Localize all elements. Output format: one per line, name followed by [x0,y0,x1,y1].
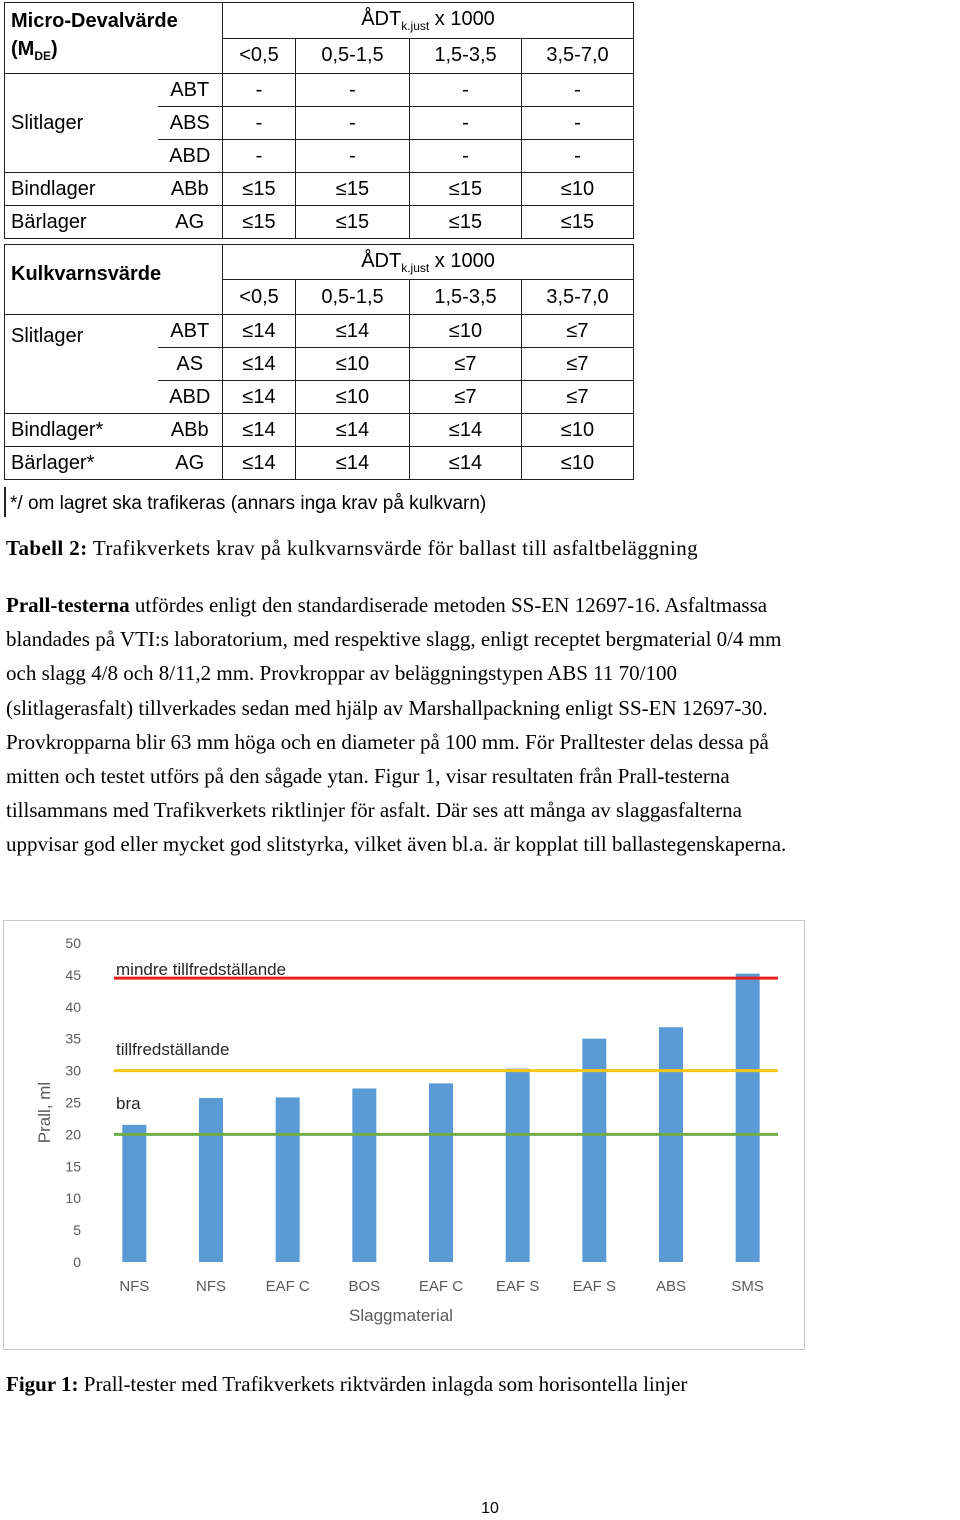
table2-col-header: 3,5-7,0 [522,280,634,315]
table1-cell: ≤10 [522,173,634,206]
chart-bar [506,1069,530,1262]
figure-caption-label: Figur 1: [6,1372,79,1396]
paragraph-line: (slitlagerasfalt) tillverkades sedan med hjälp av Marshallpackning enligt SS-EN 12697-30. [6,695,768,720]
kulkvarn-table [4,244,634,480]
table2-cell: ≤10 [522,447,634,480]
table2-cell: ≤14 [223,315,296,348]
paragraph-line: och slagg 4/8 och 8/11,2 mm. Provkroppar av beläggningstypen ABS 11 70/100 [6,661,677,686]
chart-bar [352,1088,376,1262]
y-tick-label: 45 [65,966,81,983]
table2-type: AS [158,348,223,381]
table2-cell: ≤7 [522,381,634,414]
table2-layer: Bärlager* [5,447,158,480]
table2-col-header: 1,5-3,5 [410,280,522,315]
table1-cell: - [223,74,296,107]
table2-cell: ≤7 [410,381,522,414]
chart-bar [199,1098,223,1262]
table2-cell: ≤7 [522,348,634,381]
table2-cell: ≤10 [296,348,410,381]
table2-cell: ≤10 [410,315,522,348]
table2-type: ABT [158,315,223,348]
table1-col-header: <0,5 [223,38,296,74]
table1-cell: - [296,140,410,173]
table2-layer: Slitlager [5,315,158,414]
table2-type: AG [158,447,223,480]
y-tick-label: 20 [65,1126,81,1143]
table1-cell: ≤15 [522,206,634,239]
paragraph-line: blandades på VTI:s laboratorium, med respektive slagg, enligt receptet bergmaterial 0/4 mm [6,627,782,652]
table1-layer: Bärlager [5,206,158,239]
y-tick-label: 10 [65,1190,81,1207]
table1-col-header: 3,5-7,0 [522,38,634,74]
table2-cell: ≤14 [223,447,296,480]
table2-cell: ≤14 [223,348,296,381]
x-tick-label: NFS [196,1278,226,1295]
table-caption-label: Tabell 2: [6,536,88,560]
y-tick-label: 30 [65,1062,81,1079]
table2-cell: ≤7 [522,315,634,348]
y-tick-label: 40 [65,998,81,1015]
chart-bar [122,1125,146,1262]
x-tick-label: NFS [119,1278,150,1295]
table1-layer: Slitlager [5,74,158,173]
chart-bar [736,974,760,1262]
table1-col-header: 0,5-1,5 [296,38,410,74]
table1-cell: ≤15 [410,173,522,206]
x-tick-label: EAF C [265,1278,310,1295]
paragraph-lead: Prall-testerna [6,593,130,617]
table1-cell: - [223,107,296,140]
table2-cell: ≤14 [296,447,410,480]
table1-cell: - [296,74,410,107]
table1-cell: - [410,74,522,107]
table1-layer: Bindlager [5,173,158,206]
table2-type: ABD [158,381,223,414]
table2-cell: ≤10 [296,381,410,414]
table2-adt-header: $ÅDT_{k.just}$ x 1000 [223,245,634,280]
y-tick-label: 5 [73,1222,81,1239]
x-tick-label: EAF S [572,1278,617,1295]
table1-cell: ≤15 [410,206,522,239]
table2-layer: Bindlager* [5,414,158,447]
chart-bar [659,1027,683,1262]
y-tick-label: 50 [65,935,81,951]
table2-col-header: <0,5 [223,280,296,315]
table1-cell: - [410,107,522,140]
table2-cell: ≤14 [296,414,410,447]
prall-chart-svg [4,921,804,1349]
y-tick-label: 35 [65,1030,81,1047]
table-caption-text: Trafikverkets krav på kulkvarnsvärde för ballast till asfaltbeläggning [87,536,699,560]
table1-cell: - [410,140,522,173]
table1-adt-header: $ÅDT_{k.just}$ x 1000 [223,3,634,39]
chart-bar [429,1083,453,1262]
table2-cell: ≤10 [522,414,634,447]
x-tick-label: EAF S [495,1278,540,1295]
x-tick-label: BOS [348,1278,381,1295]
y-tick-label: 0 [73,1254,81,1270]
figure-caption-text: Prall-tester med Trafikverkets riktvärden inlagda som horisontella linjer [78,1372,688,1396]
micro-deval-table [4,2,634,239]
table2-cell: ≤7 [410,348,522,381]
body-paragraph [6,588,958,862]
table2-type: ABb [158,414,223,447]
paragraph-line: Prall-testerna utfördes enligt den standardiserade metoden SS-EN 12697-16. Asfaltmassa [6,593,768,617]
reference-line-label: mindre tillfredställande [116,960,287,979]
table1-cell: ≤15 [223,206,296,239]
prall-chart [3,920,805,1350]
figure-caption [6,1372,687,1397]
table1-cell: ≤15 [296,206,410,239]
x-tick-label: EAF C [418,1278,464,1295]
table2-cell: ≤14 [223,414,296,447]
reference-line-label: bra [116,1094,141,1113]
y-axis-title: Prall, ml [35,1081,54,1144]
table2-cell: ≤14 [410,414,522,447]
paragraph-line: tillsammans med Trafikverkets riktlinjer för asfalt. Där ses att många av slaggasfalterna [6,798,742,823]
table2-footnote: */ om lagret ska trafikeras (annars inga krav på kulkvarn) [10,493,487,514]
table1-cell: ≤15 [223,173,296,206]
table1-type: ABT [158,74,223,107]
table-caption [6,536,698,561]
paragraph-line: mitten och testet utförs på den sågade ytan. Figur 1, visar resultaten från Prall-testerna [6,764,730,789]
chart-bar [582,1039,606,1262]
y-tick-label: 15 [65,1158,81,1175]
table1-cell: - [522,140,634,173]
table2-title: Kulkvarnsvärde [5,245,223,315]
table1-cell: ≤15 [296,173,410,206]
table1-type: ABS [158,107,223,140]
table1-col-header: 1,5-3,5 [410,38,522,74]
table1-type: ABb [158,173,223,206]
x-tick-label: ABS [655,1278,687,1295]
table1-cell: - [296,107,410,140]
table1-type: ABD [158,140,223,173]
chart-bar [276,1097,300,1262]
table2-cell: ≤14 [410,447,522,480]
x-axis-title: Slaggmaterial [349,1306,453,1325]
table1-cell: - [223,140,296,173]
table1-cell: - [522,107,634,140]
table1-type: AG [158,206,223,239]
table2-col-header: 0,5-1,5 [296,280,410,315]
table2-cell: ≤14 [223,381,296,414]
table1-title: Micro-Devalvärde $(M_{DE})$ [5,3,223,74]
reference-line-label: tillfredställande [116,1040,230,1059]
table2-cell: ≤14 [296,315,410,348]
page-number: 10 [481,1500,499,1517]
table1-cell: - [522,74,634,107]
x-tick-label: SMS [731,1278,764,1295]
paragraph-line: Provkropparna blir 63 mm höga och en diameter på 100 mm. För Pralltester delas dessa på [6,729,769,754]
y-tick-label: 25 [65,1094,81,1111]
paragraph-line: uppvisar god eller mycket god slitstyrka, vilket även bl.a. är kopplat till ballastegenskaperna. [6,832,787,857]
footnote-rule [4,487,6,517]
